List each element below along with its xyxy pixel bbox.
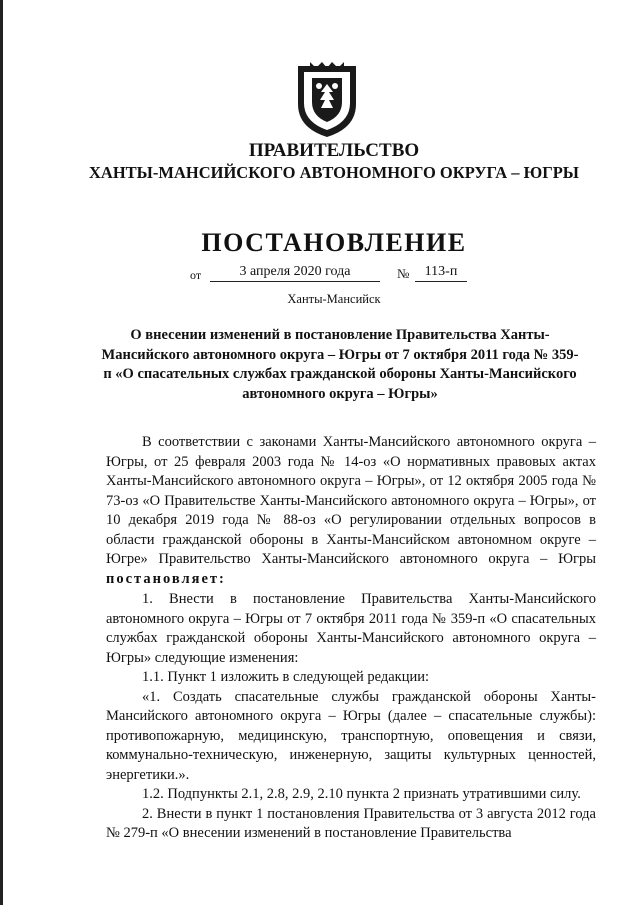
coat-of-arms-icon xyxy=(292,60,362,140)
date-number-line xyxy=(190,264,490,286)
page-scan-edge xyxy=(0,0,3,905)
number-label: № xyxy=(397,266,410,281)
city: Ханты-Мансийск xyxy=(287,292,381,306)
date-prefix: от xyxy=(190,268,202,282)
item-1-1-quote: «1. Создать спасательные службы гражданской обороны Ханты-Мансийского автономного округа – Югры (далее – спасательные службы): противопожарную, медицинскую, транспортную, оповещения и связи, коммунально-техническую, инженерную, защиты культурных ценностей, энергетики.». xyxy=(106,688,596,783)
preamble-text: В соответствии с законами Ханты-Мансийского автономного округа – Югры, от 25 февраля 2003 года № 14-оз «О нормативных правовых актах Ханты-Мансийского автономного округа – Югры», от 12 октября 2005 года № 73-оз «О Правительстве Ханты-Мансийского автономного округа – Югры», от 10 декабря 2019 года № 88-оз «О регулировании отдельных вопросов в области гражданской обороны в Ханты-Мансийском автономном округе – Югре» Правительство Ханты-Мансийского автономного округа – Югры xyxy=(106,434,596,567)
decree-word: постановляет: xyxy=(106,570,226,587)
preamble xyxy=(106,433,596,589)
government-region: ХАНТЫ-МАНСИЙСКОГО АВТОНОМНОГО ОКРУГА – ЮГРЫ xyxy=(89,163,579,182)
item-1: 1. Внести в постановление Правительства Ханты-Мансийского автономного округа – Югры от 7 октября 2011 года № 359-п «О спасательных службах гражданской обороны Ханты-Мансийского автономного округа – Югры» следующие изменения: xyxy=(106,591,596,666)
item-1-1: 1.1. Пункт 1 изложить в следующей редакции: xyxy=(142,669,430,685)
item-1-2: 1.2. Подпункты 2.1, 2.8, 2.9, 2.10 пункта 2 признать утратившими силу. xyxy=(142,786,581,802)
document-subject: О внесении изменений в постановление Правительства Ханты-Мансийского автономного округа – Югры от 7 октября 2011 года № 359-п «О спасательных службах гражданской обороны Ханты-Мансийского автономного округа – Югры» xyxy=(101,327,579,402)
government-title: ПРАВИТЕЛЬСТВО xyxy=(248,140,420,161)
document-title: ПОСТАНОВЛЕНИЕ xyxy=(201,228,467,257)
item-2: 2. Внести в пункт 1 постановления Правительства от 3 августа 2012 года № 279-п «О внесении изменений в постановление Правительства xyxy=(106,805,596,841)
document-date: 3 апреля 2020 года xyxy=(210,264,380,282)
items-section xyxy=(106,590,596,844)
document-number: 113-п xyxy=(415,264,467,282)
